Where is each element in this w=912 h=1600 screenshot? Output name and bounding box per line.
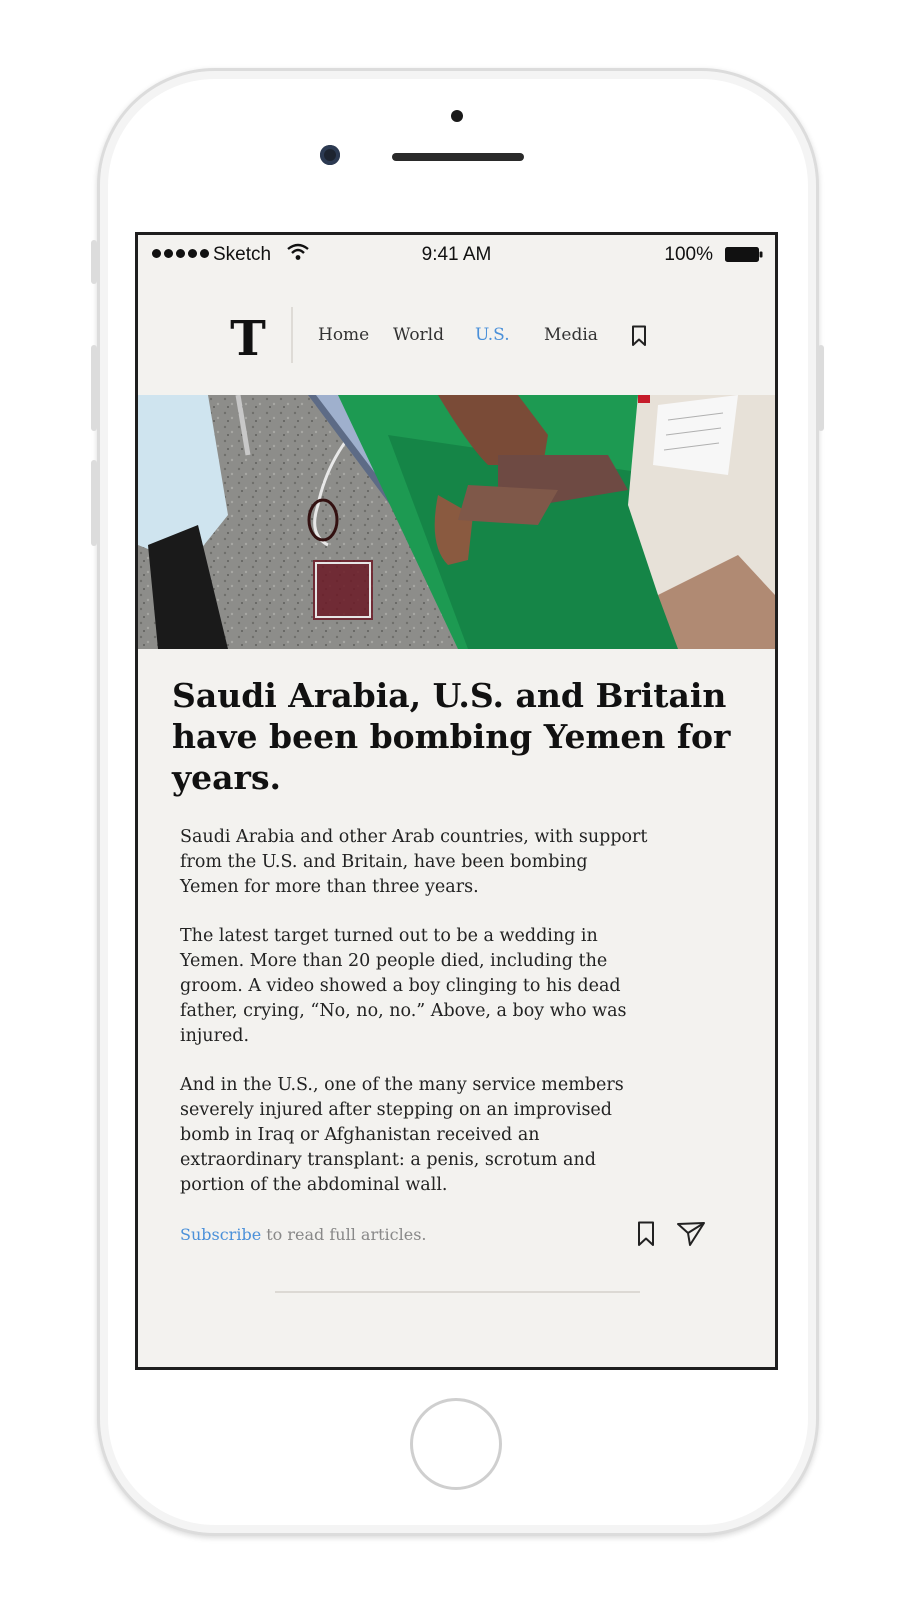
- article-paragraph: Saudi Arabia and other Arab countries, with support from the U.S. and Britain, have been bombing Yemen for more than three years.: [180, 827, 648, 897]
- hero-photo[interactable]: [138, 395, 775, 649]
- article-paragraph: And in the U.S., one of the many service members severely injured after stepping on an improvised bomb in Iraq or Afghanistan received an extraordinary transplant: a penis, scrotum and portion of the abdominal wall.: [180, 1075, 624, 1195]
- article-body: [180, 825, 650, 1222]
- save-article-icon[interactable]: [637, 1221, 655, 1247]
- subscribe-prompt: [180, 1225, 427, 1244]
- top-navigation: [138, 295, 775, 385]
- nav-divider: [291, 307, 293, 363]
- bottom-divider: [275, 1291, 640, 1293]
- proximity-sensor: [451, 110, 463, 122]
- nav-item-home[interactable]: Home: [318, 325, 370, 345]
- earpiece-speaker: [392, 153, 524, 161]
- share-icon[interactable]: [676, 1221, 706, 1247]
- phone-screen: [135, 232, 778, 1370]
- volume-down-button: [91, 460, 97, 546]
- nav-item-world[interactable]: World: [393, 325, 444, 345]
- nav-item-us[interactable]: U.S.: [475, 325, 510, 345]
- carrier-name: Sketch: [213, 244, 272, 265]
- subscribe-text: to read full articles.: [261, 1225, 427, 1244]
- article-headline[interactable]: Saudi Arabia, U.S. and Britain have been bombing Yemen for years.: [172, 676, 731, 797]
- article-paragraph: The latest target turned out to be a wedding in Yemen. More than 20 people died, including the groom. A video showed a boy clinging to his dead father, crying, “No, no, no.” Above, a boy who was injured.: [180, 926, 627, 1046]
- home-button[interactable]: [410, 1398, 502, 1490]
- power-button: [818, 345, 824, 431]
- battery-percentage: 100%: [664, 244, 713, 265]
- front-camera: [320, 145, 340, 165]
- subscribe-link[interactable]: Subscribe: [180, 1225, 262, 1244]
- battery-icon: [725, 247, 763, 262]
- nav-item-media[interactable]: Media: [544, 325, 598, 345]
- bookmark-icon[interactable]: [631, 325, 647, 347]
- mute-switch: [91, 240, 97, 284]
- status-time: 9:41 AM: [421, 244, 492, 265]
- nyt-logo[interactable]: T: [230, 311, 266, 367]
- status-bar: [138, 235, 775, 275]
- volume-up-button: [91, 345, 97, 431]
